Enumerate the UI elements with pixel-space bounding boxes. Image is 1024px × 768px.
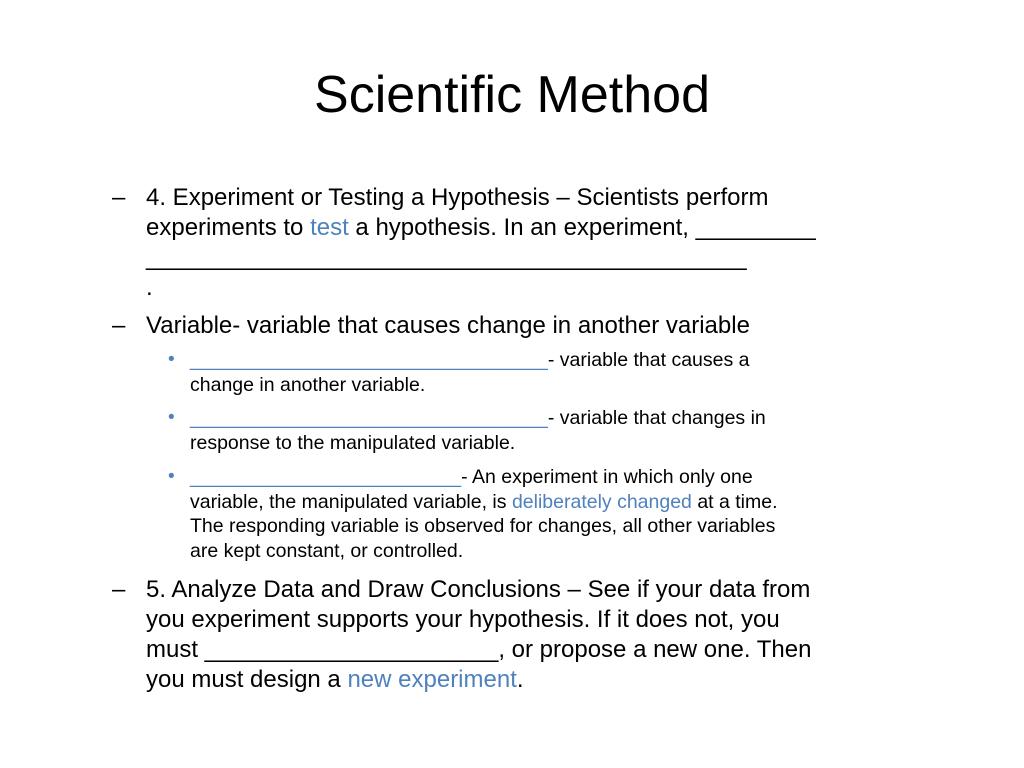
sub-item-line-1: [190, 406, 950, 431]
analyze-line-4: [146, 665, 966, 695]
sub-bullet-responding: [168, 406, 950, 455]
bullet-analyze: [112, 575, 966, 695]
analyze-text: you must design a: [146, 666, 348, 693]
sub-item-line-2: [190, 490, 950, 515]
sub-item-line-2: change in another variable.: [190, 373, 426, 396]
sub-item-text: at a time.: [691, 490, 778, 513]
analyze-line-2: you experiment supports your hypothesis. If it does not, you: [146, 606, 780, 633]
experiment-period: .: [146, 274, 153, 301]
sub-item-line-3: The responding variable is observed for changes, all other variables: [190, 515, 776, 537]
sub-item-text: - variable that changes in: [547, 407, 766, 429]
answer-blank: _________________________________: [190, 407, 548, 429]
highlight-test: test: [310, 214, 349, 241]
highlight-deliberately-changed: deliberately changed: [511, 490, 692, 513]
experiment-line-1: 4. Experiment or Testing a Hypothesis – Scientists perform: [146, 184, 769, 211]
dash-marker: –: [112, 312, 126, 339]
dash-marker: –: [112, 576, 126, 603]
sub-item-line-2: response to the manipulated variable.: [190, 431, 516, 454]
analyze-period: .: [516, 666, 524, 693]
dash-marker: –: [112, 184, 126, 211]
answer-blank: _________________________________: [190, 349, 548, 371]
sub-item-text: - An experiment in which only one: [461, 466, 753, 488]
analyze-line-1: 5. Analyze Data and Draw Conclusions – See if your data from: [146, 576, 811, 603]
experiment-line-2-rest: a hypothesis. In an experiment, _________: [348, 214, 816, 241]
sub-item-line-1: [190, 465, 950, 490]
answer-blank: _________________________: [190, 466, 462, 488]
sub-item-text: variable, the manipulated variable, is: [190, 490, 512, 513]
sub-bullet-controlled-experiment: [168, 465, 950, 563]
bullet-dot: •: [168, 349, 175, 370]
sub-bullet-manipulated: [168, 348, 950, 397]
highlight-new-experiment: new experiment: [347, 666, 517, 693]
sub-item-line-1: [190, 348, 950, 373]
sub-item-text: - variable that causes a: [547, 349, 750, 371]
experiment-line-2-text: experiments to: [146, 214, 311, 241]
slide-title: Scientific Method: [314, 66, 710, 124]
bullet-variable: [112, 311, 966, 341]
bullet-dot: •: [168, 407, 175, 428]
experiment-blank-line: _____________________________________________: [146, 244, 747, 271]
experiment-line-2: [146, 213, 966, 243]
bullet-dot: •: [168, 466, 175, 487]
variable-text: Variable- variable that causes change in another variable: [146, 312, 750, 339]
analyze-line-3: must ______________________, or propose a new one. Then: [146, 636, 812, 663]
bullet-experiment: [112, 183, 966, 303]
sub-item-line-4: are kept constant, or controlled.: [190, 539, 464, 562]
